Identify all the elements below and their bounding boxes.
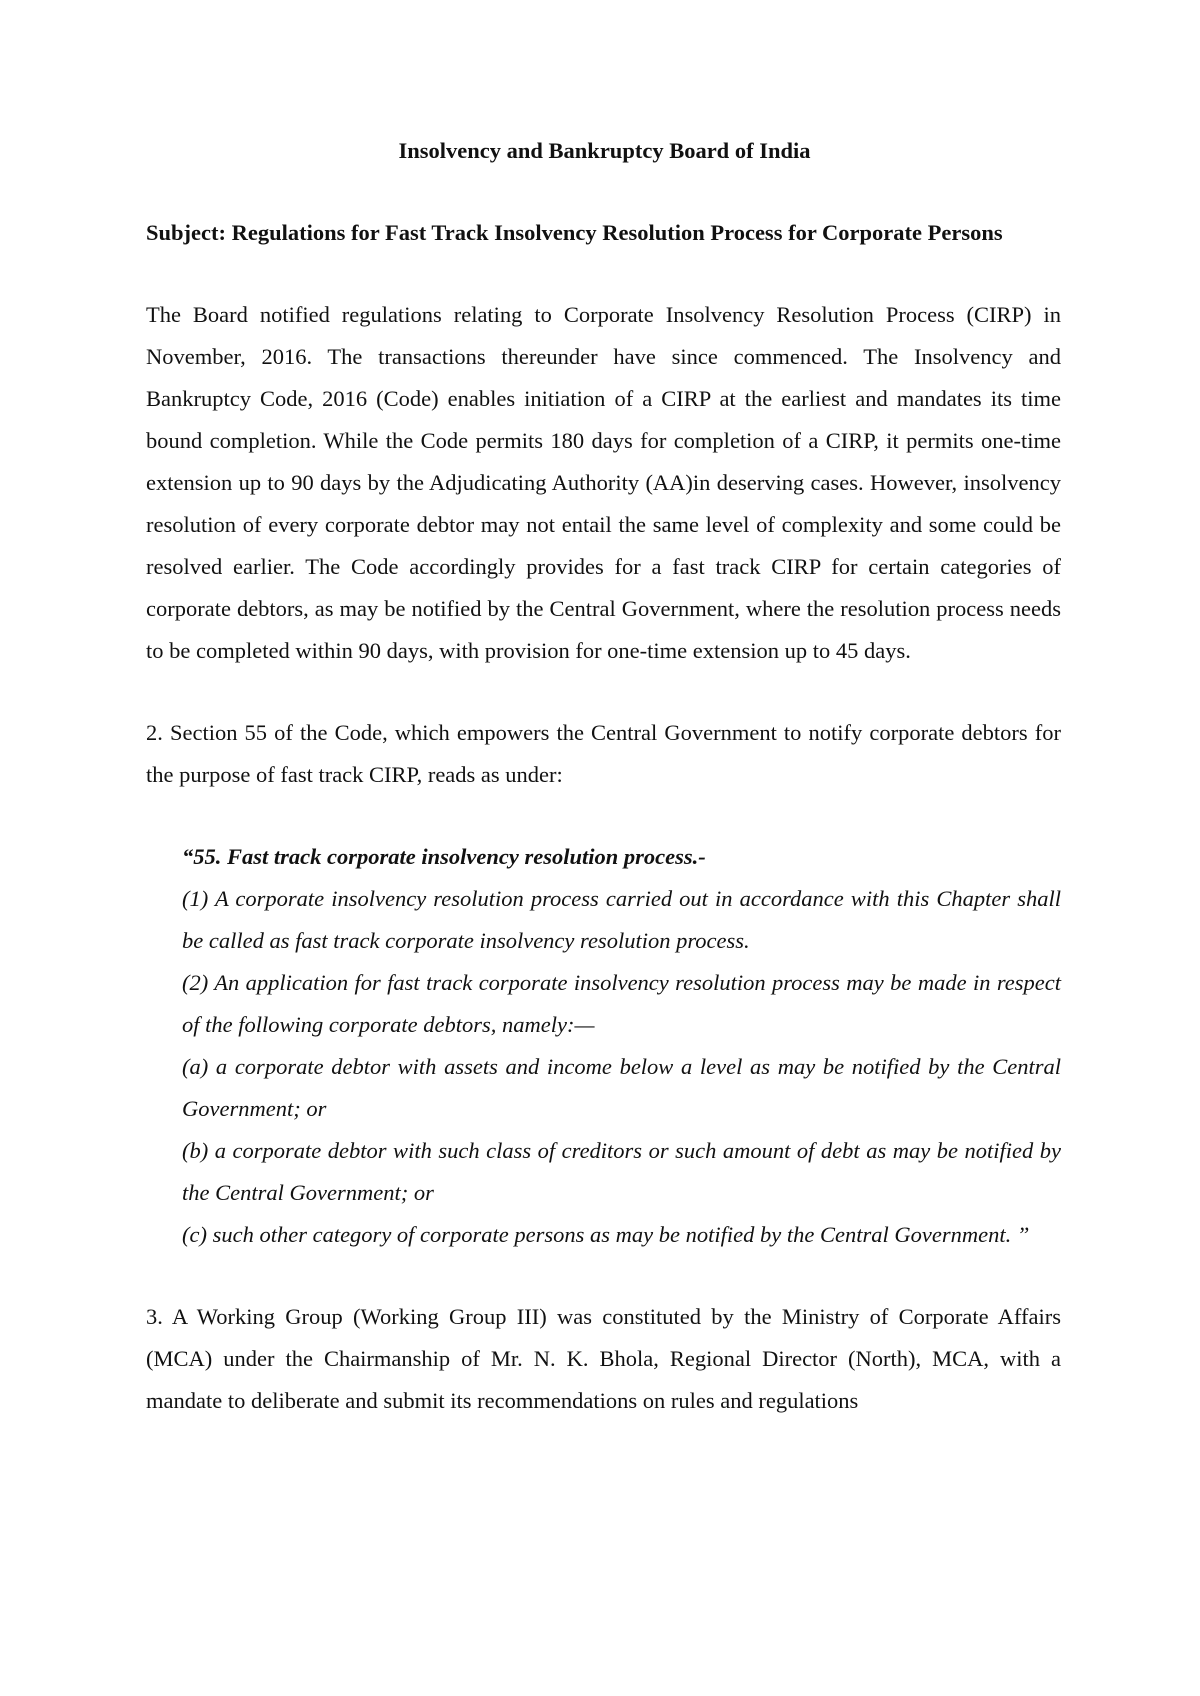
quote-clause-1: (1) A corporate insolvency resolution process carried out in accordance with this Chapter shall be called as fast track corporate insolvency resolution process. <box>182 886 1061 953</box>
document-page <box>146 130 1061 1422</box>
section-55-quote <box>182 836 1061 1256</box>
quote-clause-b: (b) a corporate debtor with such class of creditors or such amount of debt as may be notified by the Central Government; or <box>182 1138 1061 1205</box>
quote-clause-a: (a) a corporate debtor with assets and income below a level as may be notified by the Central Government; or <box>182 1054 1061 1121</box>
quote-clause-c: (c) such other category of corporate persons as may be notified by the Central Government. ” <box>182 1222 1030 1247</box>
paragraph-1: The Board notified regulations relating to Corporate Insolvency Resolution Process (CIRP) in November, 2016. The transactions thereunder have since commenced. The Insolvency and Bankruptcy Code, 2016 (Code) enables initiation of a CIRP at the earliest and mandates its time bound completion. While the Code permits 180 days for completion of a CIRP, it permits one-time extension up to 90 days by the Adjudicating Authority (AA)in deserving cases. However, insolvency resolution of every corporate debtor may not entail the same level of complexity and some could be resolved earlier. The Code accordingly provides for a fast track CIRP for certain categories of corporate debtors, as may be notified by the Central Government, where the resolution process needs to be completed within 90 days, with provision for one-time extension up to 45 days. <box>146 302 1061 663</box>
paragraph-3: 3. A Working Group (Working Group III) was constituted by the Ministry of Corporate Affairs (MCA) under the Chairmanship of Mr. N. K. Bhola, Regional Director (North), MCA, with a mandate to deliberate and submit its recommendations on rules and regulations <box>146 1304 1061 1413</box>
quote-heading: “55. Fast track corporate insolvency resolution process.- <box>182 844 706 869</box>
document-title: Insolvency and Bankruptcy Board of India <box>398 138 811 163</box>
document-subject: Subject: Regulations for Fast Track Insolvency Resolution Process for Corporate Persons <box>146 220 1003 245</box>
paragraph-2: 2. Section 55 of the Code, which empowers the Central Government to notify corporate debtors for the purpose of fast track CIRP, reads as under: <box>146 720 1061 787</box>
quote-clause-2: (2) An application for fast track corporate insolvency resolution process may be made in respect of the following corporate debtors, namely:— <box>182 970 1061 1037</box>
